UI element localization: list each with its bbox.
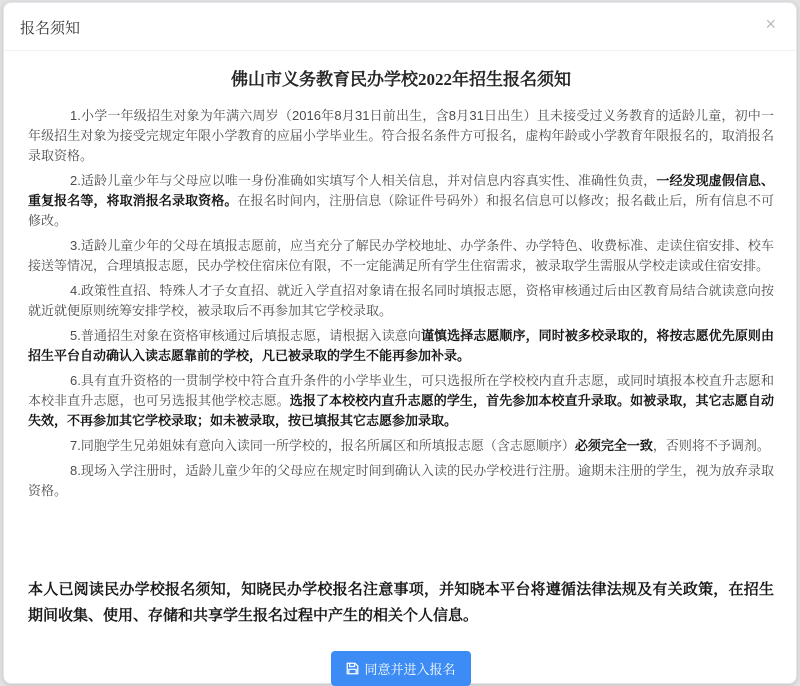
notice-paragraph: 6.具有直升资格的一贯制学校中符合直升条件的小学毕业生，可只选报所在学校校内直升志愿，或同时填报本校直升志愿和本校非直升志愿，也可另选报其他学校志愿。选报了本校校内直升志愿的学生，首先参加本校直升录取。如被录取，其它志愿自动失效，不再参加其它学校录取；如未被录取，按已填报其它志愿参加录取。 xyxy=(28,373,774,428)
notice-paragraph: 3.适龄儿童少年的父母在填报志愿前，应当充分了解民办学校地址、办学条件、办学特色、收费标准、走读住宿安排、校车接送等情况，合理填报志愿，民办学校住宿床位有限，不一定能满足所有学生住宿需求，被录取学生需服从学校走读或住宿安排。 xyxy=(28,238,774,273)
modal-header xyxy=(4,3,796,51)
notice-paragraph: 2.适龄儿童少年与父母应以唯一身份准确如实填写个人相关信息，并对信息内容真实性、准确性负责，一经发现虚假信息、重复报名等，将取消报名录取资格。在报名时间内，注册信息（除证件号码外）和报名信息可以修改；报名截止后，所有信息不可修改。 xyxy=(28,173,774,228)
notice-paragraph: 1.小学一年级招生对象为年满六周岁（2016年8月31日前出生，含8月31日出生）且未接受过义务教育的适龄儿童，初中一年级招生对象为接受完规定年限小学教育的应届小学毕业生。符合报名条件方可报名，虚构年龄或小学教育年限报名的，取消报名录取资格。 xyxy=(28,108,774,163)
agree-button[interactable] xyxy=(331,651,470,686)
close-icon[interactable]: × xyxy=(765,14,776,34)
registration-notice-modal xyxy=(3,2,797,684)
button-row xyxy=(28,651,774,686)
notice-paragraph: 7.同胞学生兄弟姐妹有意向入读同一所学校的，报名所属区和所填报志愿（含志愿顺序）必须完全一致，否则将不予调剂。 xyxy=(70,438,770,453)
notice-paragraph: 8.现场入学注册时，适龄儿童少年的父母应在规定时间到确认入读的民办学校进行注册。逾期未注册的学生，视为放弃录取资格。 xyxy=(28,463,774,498)
notice-title: 佛山市义务教育民办学校2022年招生报名须知 xyxy=(231,70,571,89)
notice-paragraphs xyxy=(28,106,774,501)
declaration-text: 本人已阅读民办学校报名须知，知晓民办学校报名注意事项，并知晓本平台将遵循法律法规及有关政策，在招生期间收集、使用、存储和共享学生报名过程中产生的相关个人信息。 xyxy=(28,581,774,624)
notice-paragraph: 4.政策性直招、特殊人才子女直招、就近入学直招对象请在报名同时填报志愿，资格审核通过后由区教育局结合就读意向按就近就便原则统筹安排学校，被录取后不再参加其它学校录取。 xyxy=(28,283,774,318)
agree-button-label: 同意并进入报名 xyxy=(364,662,456,677)
modal-body xyxy=(4,51,796,686)
modal-header-title: 报名须知 xyxy=(20,20,81,37)
notice-paragraph: 5.普通招生对象在资格审核通过后填报志愿，请根据入读意向谨慎选择志愿顺序，同时被多校录取的，将按志愿优先原则由招生平台自动确认入读志愿靠前的学校，凡已被录取的学生不能再参加补录。 xyxy=(28,328,774,363)
save-icon xyxy=(346,662,359,675)
